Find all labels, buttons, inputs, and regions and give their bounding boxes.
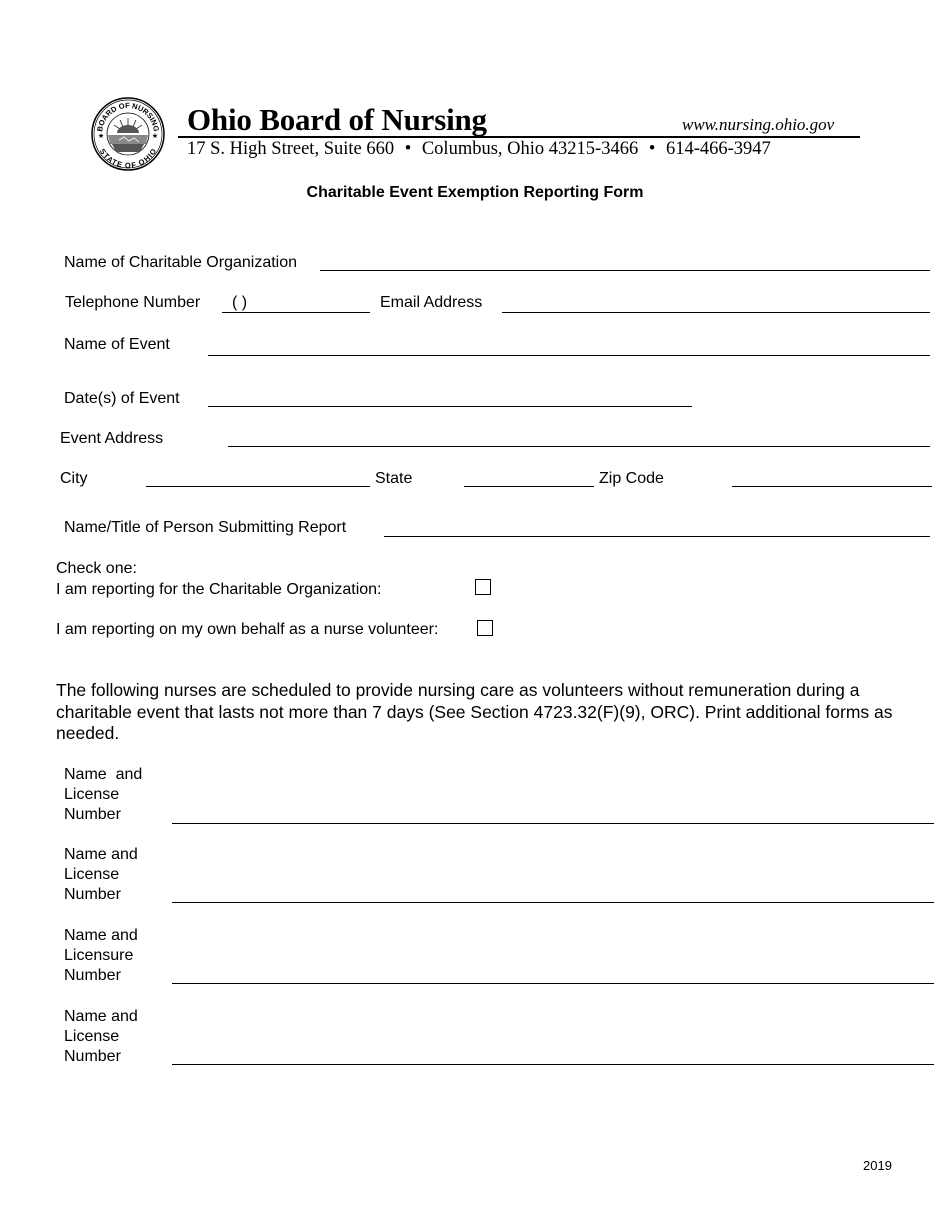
website-link[interactable]: www.nursing.ohio.gov [682,115,835,134]
nurse-entry-input-line-2[interactable] [172,902,934,903]
nurse-entry-label-2 [64,845,138,904]
volunteer-option-label: I am reporting on my own behalf as a nurse volunteer: [56,621,439,638]
event-address-input-line[interactable] [228,446,930,447]
street-address: 17 S. High Street, Suite 660 [187,139,395,159]
nurse-label-line: Number [64,1047,121,1065]
nurse-label-line: License [64,1027,120,1045]
event-address-label: Event Address [60,430,164,447]
nurse-entry-label-1 [64,765,142,824]
event-name-input-line[interactable] [208,355,930,356]
form-title: Charitable Event Exemption Reporting Form [306,184,644,201]
city-label: City [60,470,88,487]
nurse-label-line: Name and [64,1008,138,1025]
telephone-input-line[interactable] [222,312,370,313]
city-state-zip: Columbus, Ohio 43215-3466 [421,139,639,159]
phone-number: 614-466-3947 [665,139,771,159]
nurse-entry-input-line-3[interactable] [172,983,934,984]
nurse-label-line: License [64,865,120,883]
telephone-label: Telephone Number [65,294,201,311]
city-input-line[interactable] [146,486,370,487]
seal-top-text: BOARD OF NURSING [95,100,161,133]
organization-name: Ohio Board of Nursing [187,102,487,137]
form-year: 2019 [863,1158,892,1173]
nurse-label-line: Number [64,885,121,903]
check-one-heading: Check one: [56,560,137,577]
organization-checkbox[interactable] [475,579,491,595]
nurse-entry-label-3 [64,926,138,985]
nurse-label-line: Name and [64,846,138,863]
state-label: State [375,470,413,487]
header-address-line [187,139,771,160]
nurse-label-line: Name and [64,927,138,944]
nurse-label-line: License [64,785,120,803]
nurse-label-line: Number [64,966,121,984]
bullet-separator: • [404,139,412,159]
header-rule [178,136,860,138]
nurse-label-line: Number [64,805,121,823]
nurse-entry-input-line-4[interactable] [172,1064,934,1065]
email-input-line[interactable] [502,312,930,313]
seal-bottom-text: STATE OF OHIO [98,146,158,170]
event-name-label: Name of Event [64,336,170,353]
nurse-label-line: Licensure [64,946,134,964]
org-name-input-line[interactable] [320,270,930,271]
nurse-label-line: Name and [64,766,143,783]
volunteer-checkbox[interactable] [477,620,493,636]
zip-label: Zip Code [599,470,664,487]
bullet-separator: • [648,139,656,159]
ohio-board-of-nursing-seal [90,96,166,172]
submitter-label: Name/Title of Person Submitting Report [64,519,347,536]
organization-option-label: I am reporting for the Charitable Organization: [56,581,382,598]
svg-text:★: ★ [97,133,105,140]
nurse-entry-label-4 [64,1007,138,1066]
email-label: Email Address [380,294,483,311]
nurse-entry-input-line-1[interactable] [172,823,934,824]
area-code-parens: ( ) [232,294,248,311]
svg-text:★: ★ [151,133,159,140]
zip-input-line[interactable] [732,486,932,487]
event-dates-label: Date(s) of Event [64,390,180,407]
instructions-paragraph: The following nurses are scheduled to provide nursing care as volunteers without remuneration during a charitable event that lasts not more than 7 days (See Section 4723.32(F)(9), ORC). Print additional forms as needed. [56,680,893,743]
event-dates-input-line[interactable] [208,406,692,407]
submitter-input-line[interactable] [384,536,930,537]
state-input-line[interactable] [464,486,594,487]
org-name-label: Name of Charitable Organization [64,254,298,271]
